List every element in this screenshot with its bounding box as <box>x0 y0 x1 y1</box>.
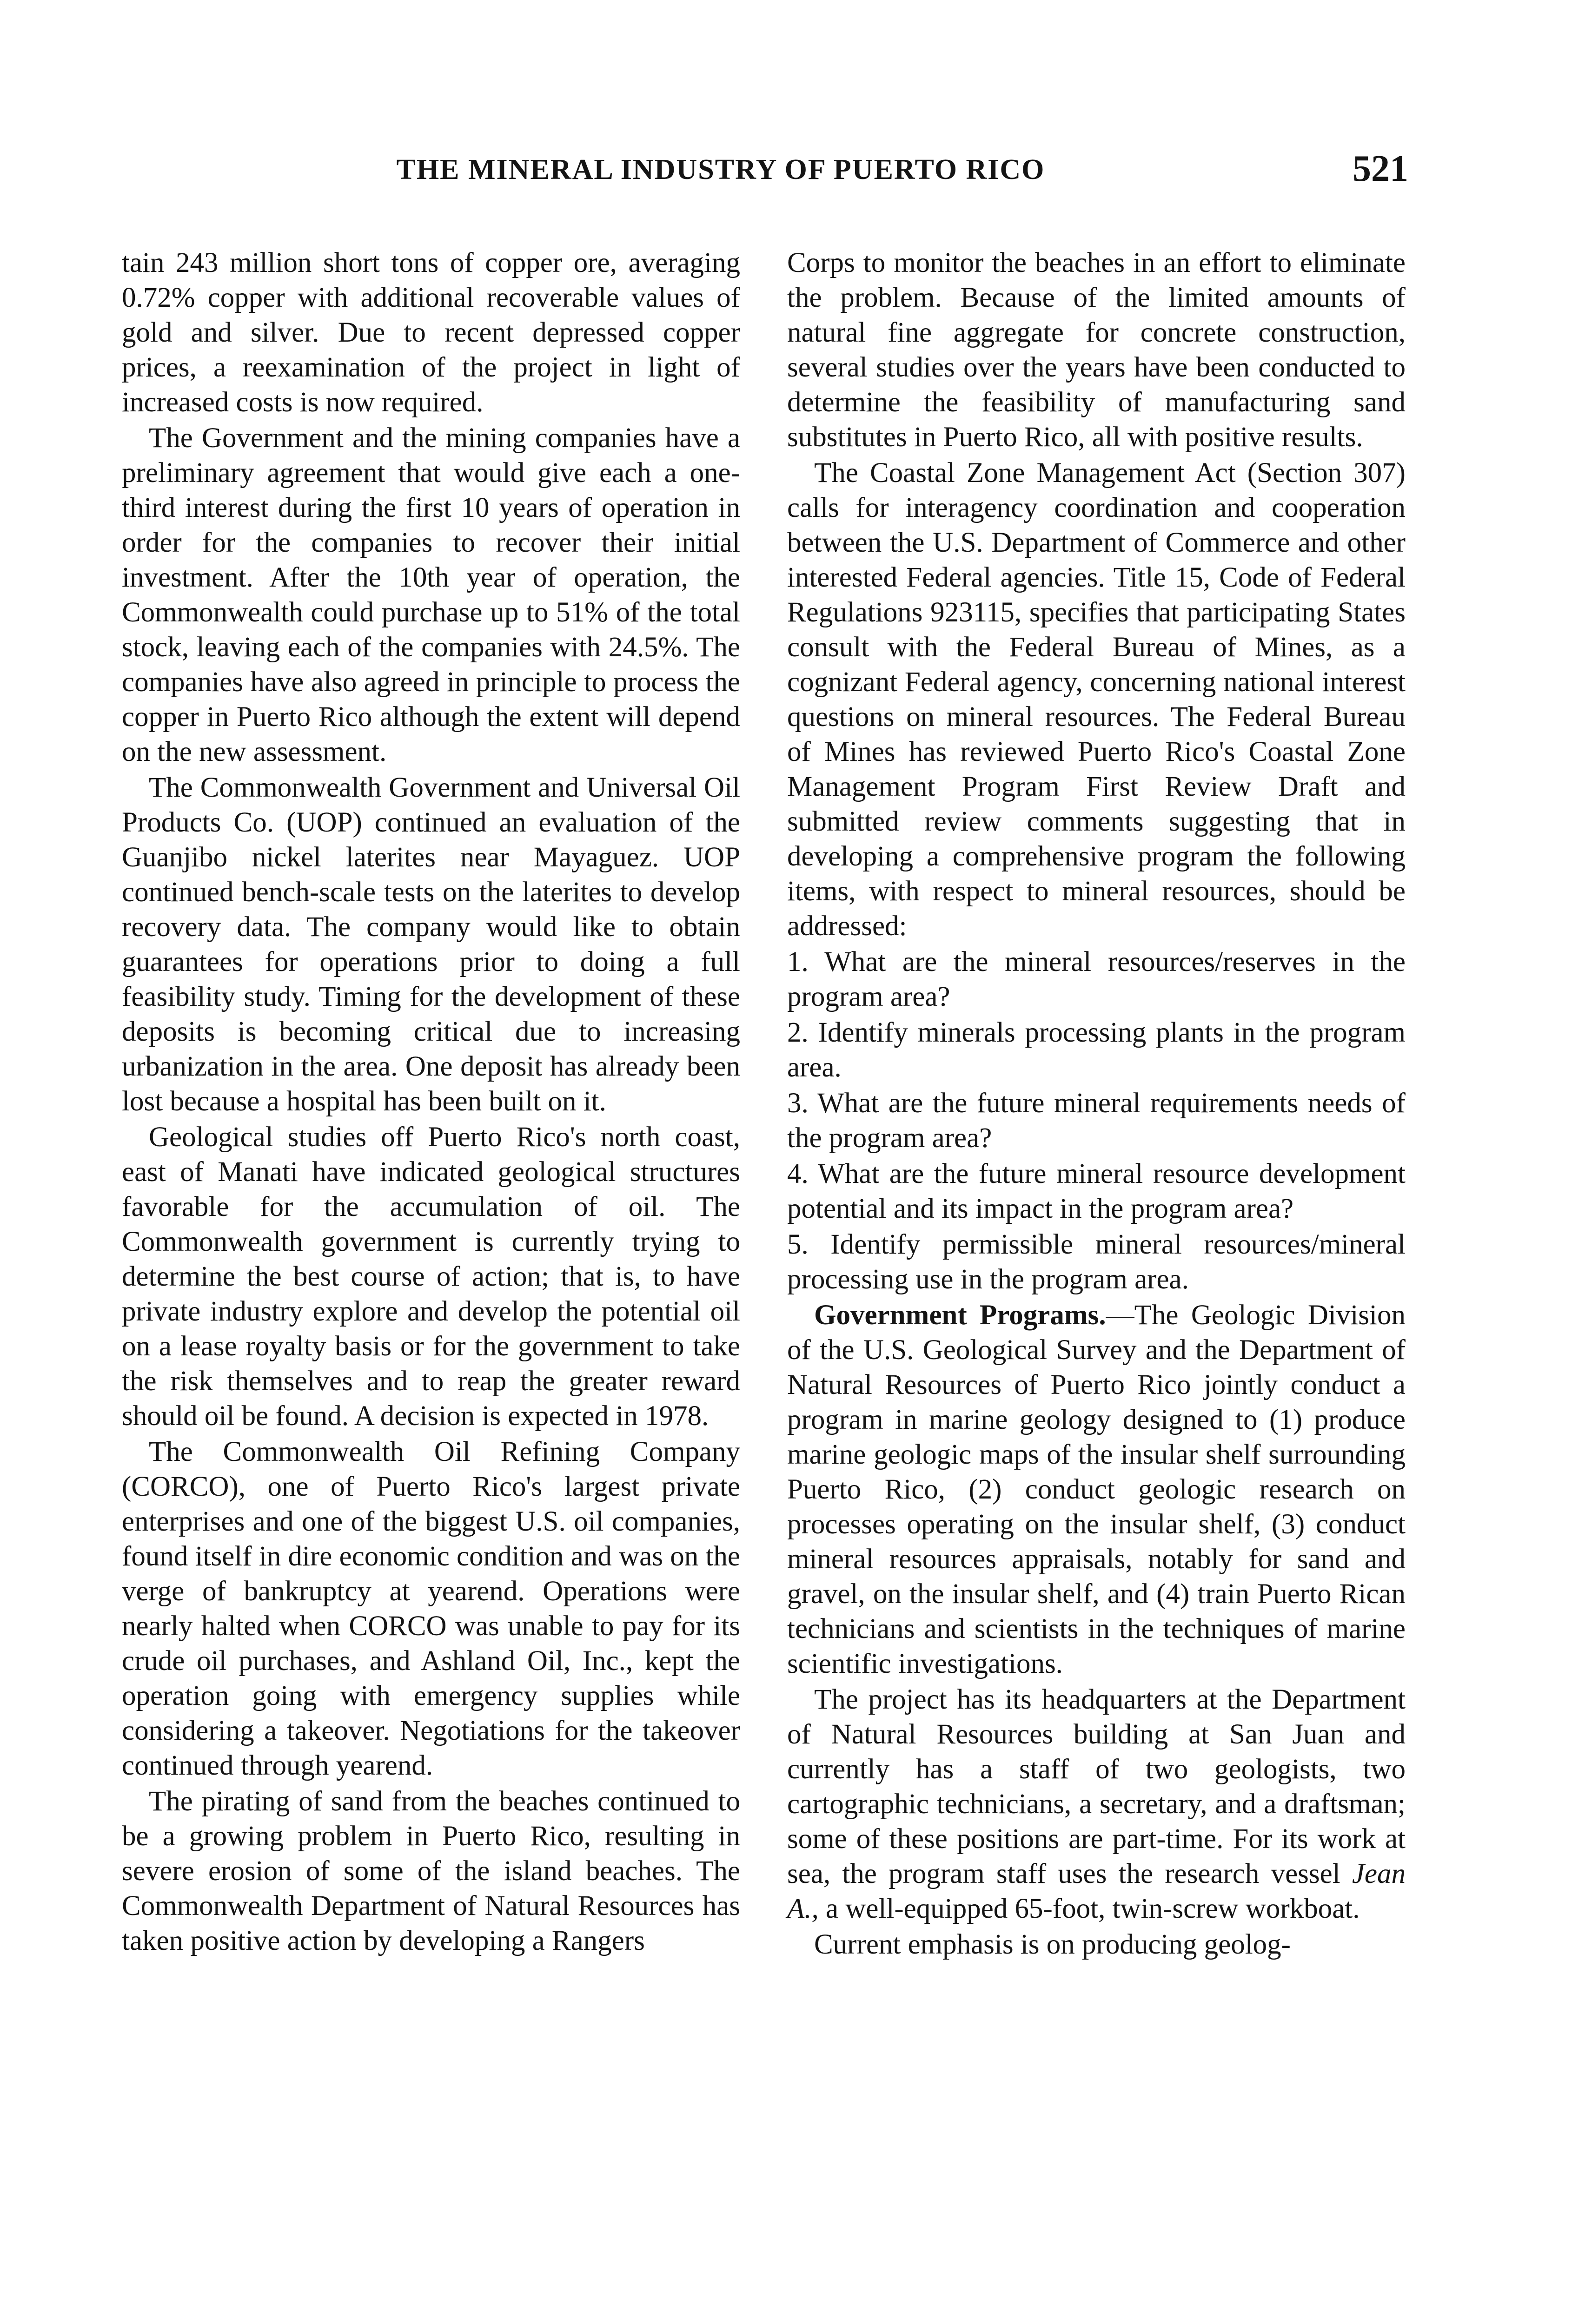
list-item: 2. Identify minerals processing plants in the program area. <box>787 1017 1406 1083</box>
government-programs-paragraph <box>787 1298 1406 1681</box>
list-item: 5. Identify permissible mineral resources/mineral processing use in the program area. <box>787 1229 1406 1295</box>
section-heading: Government Programs. <box>814 1300 1106 1331</box>
paragraph: Corps to monitor the beaches in an effort to eliminate the problem. Because of the limited amounts of natural fine aggregate for concrete construction, several studies over the years have been conducted to determine the feasibility of manufacturing sand substitutes in Puerto Rico, all with positive results. <box>787 247 1406 453</box>
list-item: 1. What are the mineral resources/reserves in the program area? <box>787 946 1406 1012</box>
paragraph: The Coastal Zone Management Act (Section 307) calls for interagency coordination and cooperation between the U.S. Department of Commerce and other interested Federal agencies. Title 15, Code of Federal Regulations 923115, specifies that participating States consult with the Federal Bureau of Mines, as a cognizant Federal agency, concerning national interest questions on mineral resources. The Federal Bureau of Mines has reviewed Puerto Rico's Coastal Zone Management Program First Review Draft and submitted review comments suggesting that in developing a comprehensive program the following items, with respect to mineral resources, should be addressed: <box>787 457 1406 942</box>
project-paragraph <box>787 1682 1406 1926</box>
paragraph: Current emphasis is on producing geolog- <box>814 1929 1291 1960</box>
list-item: 4. What are the future mineral resource development potential and its impact in the program area? <box>787 1158 1406 1224</box>
list-item: 3. What are the future mineral requirements needs of the program area? <box>787 1088 1406 1154</box>
vessel-name: Jean A., <box>787 1858 1406 1924</box>
paragraph: The Government and the mining companies have a preliminary agreement that would give each a one-third interest during the first 10 years of operation in order for the companies to recover their initial investment. After the 10th year of operation, the Commonwealth could purchase up to 51% of the total stock, leaving each of the companies with 24.5%. The companies have also agreed in principle to process the copper in Puerto Rico although the extent will depend on the new assessment. <box>122 423 740 767</box>
page-number: 521 <box>1353 148 1408 189</box>
left-column <box>122 245 740 1959</box>
paragraph-text: —The Geologic Division of the U.S. Geological Survey and the Department of Natural Resources of Puerto Rico jointly conduct a program in marine geology designed to (1) produce marine geologic maps of the insular shelf surrounding Puerto Rico, (2) conduct geologic research on processes operating on the insular shelf, (3) conduct mineral resources appraisals, notably for sand and gravel, on the insular shelf, and (4) train Puerto Rican technicians and scientists in the techniques of marine scientific investigations. <box>787 1300 1406 1679</box>
paragraph-text: a well-equipped 65-foot, twin-screw workboat. <box>818 1893 1360 1924</box>
paragraph: The Commonwealth Government and Universal Oil Products Co. (UOP) continued an evaluation of the Guanjibo nickel laterites near Mayaguez. UOP continued bench-scale tests on the laterites to develop recovery data. The company would like to obtain guarantees for operations prior to doing a full feasibility study. Timing for the development of these deposits is becoming critical due to increasing urbanization in the area. One deposit has already been lost because a hospital has been built on it. <box>122 772 740 1117</box>
running-title: THE MINERAL INDUSTRY OF PUERTO RICO <box>396 154 1045 185</box>
paragraph: tain 243 million short tons of copper ore, averaging 0.72% copper with additional recoverable values of gold and silver. Due to recent depressed copper prices, a reexamination of the project in light of increased costs is now required. <box>122 247 740 418</box>
right-column <box>787 245 1406 1963</box>
paragraph: The Commonwealth Oil Refining Company (CORCO), one of Puerto Rico's largest private enterprises and one of the biggest U.S. oil companies, found itself in dire economic condition and was on the verge of bankruptcy at yearend. Operations were nearly halted when CORCO was unable to pay for its crude oil purchases, and Ashland Oil, Inc., kept the operation going with emergency supplies while considering a takeover. Negotiations for the takeover continued through yearend. <box>122 1436 740 1781</box>
paragraph-text: The project has its headquarters at the Department of Natural Resources building at San Juan and currently has a staff of two geologists, two cartographic technicians, a secretary, and a draftsman; some of these positions are part-time. For its work at sea, the program staff uses the research vessel <box>787 1684 1406 1889</box>
paragraph: Geological studies off Puerto Rico's north coast, east of Manati have indicated geological structures favorable for the accumulation of oil. The Commonwealth government is currently trying to determine the best course of action; that is, to have private industry explore and develop the potential oil on a lease royalty basis or for the government to take the risk themselves and to reap the greater reward should oil be found. A decision is expected in 1978. <box>122 1122 740 1432</box>
paragraph: The pirating of sand from the beaches continued to be a growing problem in Puerto Rico, resulting in severe erosion of some of the island beaches. The Commonwealth Department of Natural Resources has taken positive action by developing a Rangers <box>122 1786 740 1956</box>
